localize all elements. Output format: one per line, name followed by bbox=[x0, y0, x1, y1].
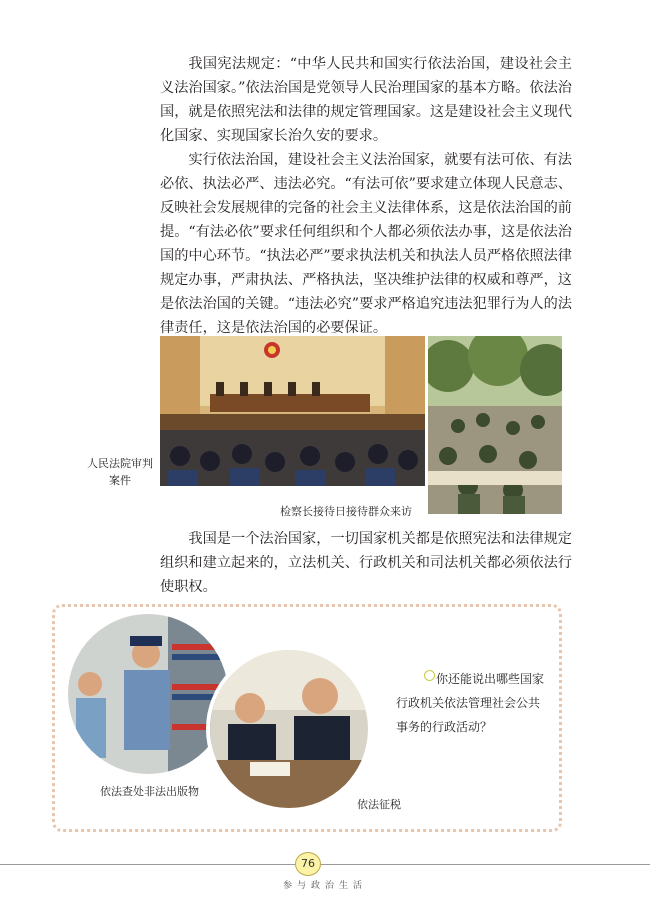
inspection-photo bbox=[68, 614, 228, 774]
footer-rule bbox=[0, 864, 650, 865]
procurator-reception-photo bbox=[428, 336, 562, 514]
tax-collection-photo bbox=[206, 646, 372, 812]
body-paragraph-2: 实行依法治国，建设社会主义法治国家，就要有法可依、有法必依、执法必严、违法必究。“有法可依”要求建立体现人民意志、反映社会发展规律的完备的社会主义法律体系，这是依法治国的前提。“有法必依”要求任何组织和个人都必须依法办事，这是依法治国的中心环节。“执法必严”要求执法机关和执法人员严格依照法律规定办事，严肃执法、严格执法，坚决维护法律的权威和尊严，这是依法治国的关键。“违法必究”要求严格追究违法犯罪行为人的法律责任，这是依法治国的必要保证。 bbox=[160, 152, 572, 336]
page-number: 76 bbox=[295, 852, 321, 876]
inspection-caption: 依法查处非法出版物 bbox=[100, 785, 199, 798]
court-photo-caption: 人民法院审判案件 bbox=[87, 457, 153, 487]
body-paragraph-1: 我国宪法规定：“中华人民共和国实行依法治国，建设社会主义法治国家。”依法治国是党领导人民治理国家的基本方略。依法治国，就是依照宪法和法律的规定管理国家。这是建设社会主义现代化国家、实现国家长治久安的要求。 bbox=[160, 56, 572, 144]
tax-caption: 依法征税 bbox=[357, 798, 401, 811]
body-paragraph-3: 我国是一个法治国家，一切国家机关都是依照宪法和法律规定组织和建立起来的，立法机关、行政机关和司法机关都必须依法行使职权。 bbox=[160, 531, 572, 595]
reception-photo-caption: 检察长接待日接待群众来访 bbox=[280, 505, 412, 518]
discussion-question: 你还能说出哪些国家行政机关依法管理社会公共事务的行政活动？ bbox=[396, 672, 545, 734]
book-title: 参与政治生活 bbox=[282, 881, 367, 891]
court-trial-photo bbox=[160, 336, 425, 486]
